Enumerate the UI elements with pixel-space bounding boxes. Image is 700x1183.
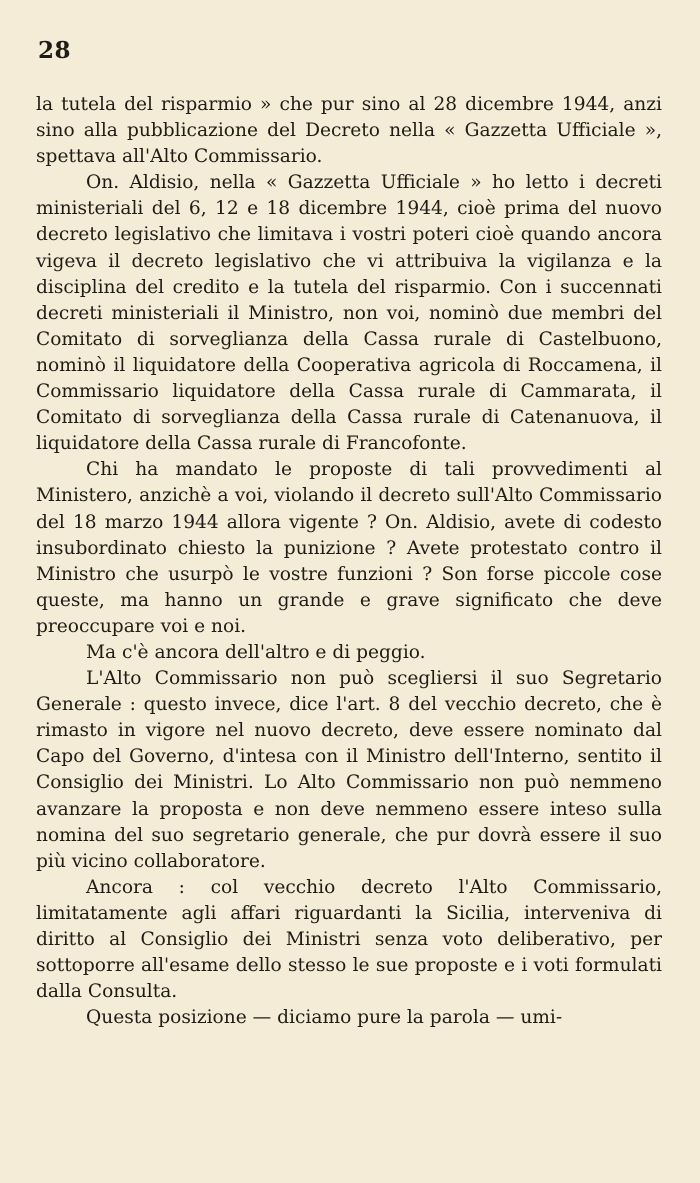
paragraph: Questa posizione — diciamo pure la parola — umi- — [86, 1007, 563, 1029]
body-text — [36, 92, 662, 1031]
paragraph: On. Aldisio, nella « Gazzetta Ufficiale » ho letto i decreti ministeriali del 6, 12 e 18 dicembre 1944, cioè prima del nuovo decreto legislativo che limitava i vostri poteri cioè quando ancora vigeva il decreto legislativo che vi attribuiva la vigilanza e la disciplina del credito e la tutela del risparmio. Con i succennati decreti ministeriali il Ministro, non voi, nominò due membri del Comitato di sorveglianza della Cassa rurale di Castelbuono, nominò il liquidatore della Cooperativa agricola di Roccamena, il Commissario liquidatore della Cassa rurale di Cammarata, il Comitato di sorveglianza della Cassa rurale di Catenanuova, il liquidatore della Cassa rurale di Francofonte. — [36, 172, 662, 455]
paragraph: la tutela del risparmio » che pur sino al 28 dicembre 1944, anzi sino alla pubblicazione del Decreto nella « Gazzetta Ufficiale », spettava all'Alto Commissario. — [36, 94, 662, 168]
paragraph: L'Alto Commissario non può scegliersi il suo Segretario Generale : questo invece, dice l'art. 8 del vecchio decreto, che è rimasto in vigore nel nuovo decreto, deve essere nominato dal Capo del Governo, d'intesa con il Ministro dell'Interno, sentito il Consiglio dei Ministri. Lo Alto Commissario non può nemmeno avanzare la proposta e non deve nemmeno essere inteso sulla nomina del suo segretario generale, che pur dovrà essere il suo più vicino collaboratore. — [36, 668, 662, 872]
paragraph: Ma c'è ancora dell'altro e di peggio. — [86, 641, 426, 663]
paragraph: Ancora : col vecchio decreto l'Alto Commissario, limitatamente agli affari riguardanti la Sicilia, interveniva di diritto al Consiglio dei Ministri senza voto deliberativo, per sottoporre all'esame dello stesso le sue proposte e i voti formulati dalla Consulta. — [36, 876, 662, 1003]
page-number: 28 — [38, 37, 72, 64]
paragraph: Chi ha mandato le proposte di tali provvedimenti al Ministero, anzichè a voi, violando il decreto sull'Alto Commissario del 18 marzo 1944 allora vigente ? On. Aldisio, avete di codesto insubordinato chiesto la punizione ? Avete protestato contro il Ministro che usurpò le vostre funzioni ? Son forse piccole cose queste, ma hanno un grande e grave significato che deve preoccupare voi e noi. — [36, 459, 662, 637]
